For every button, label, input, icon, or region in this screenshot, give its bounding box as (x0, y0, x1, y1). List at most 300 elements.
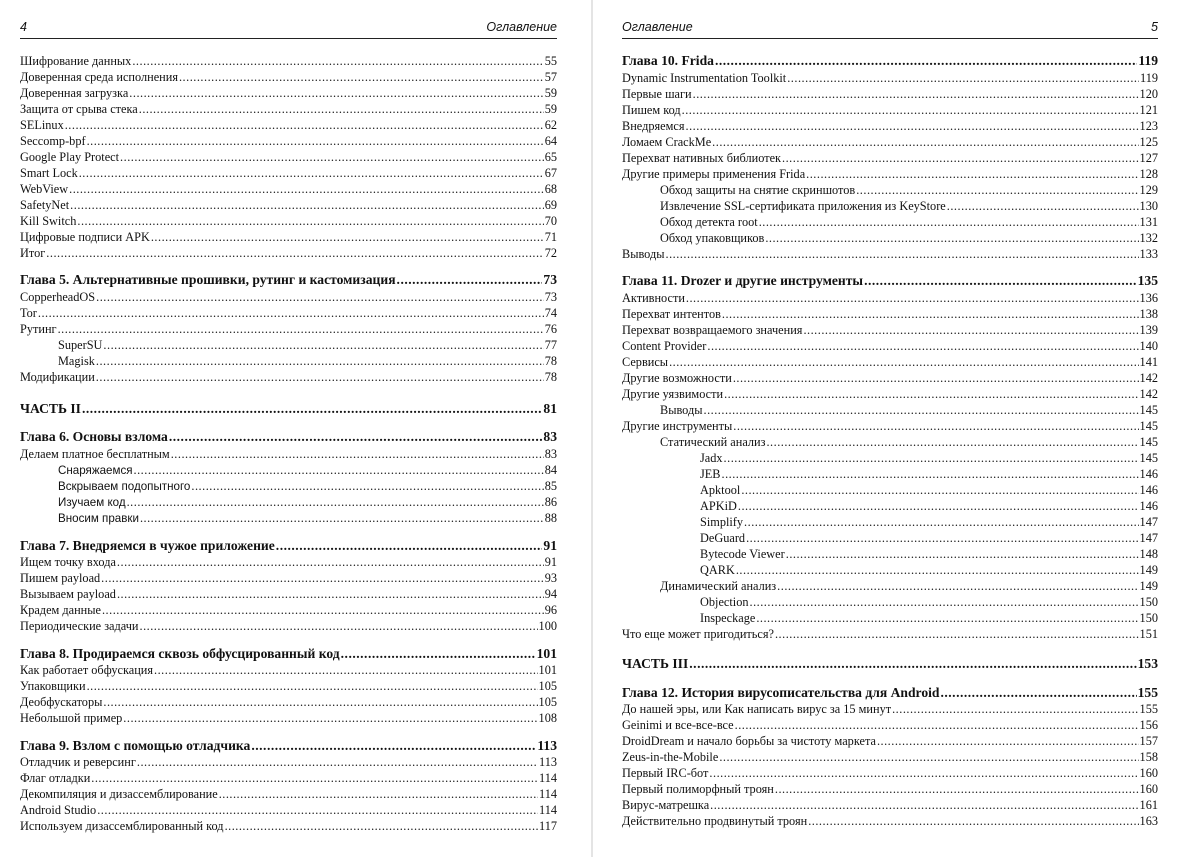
toc-entry (622, 86, 1158, 102)
toc-entry-title: Глава 6. Основы взлома (20, 429, 168, 444)
toc-entry-title: Magisk (58, 354, 95, 368)
toc-entry (20, 165, 557, 181)
dot-leader (686, 118, 1139, 134)
toc-entry-title: Делаем платное бесплатным (20, 447, 170, 461)
toc-entry (622, 214, 1158, 230)
toc-entry (20, 754, 557, 770)
toc-heading (20, 738, 557, 754)
toc-entry-page: 81 (543, 401, 557, 416)
toc-entry-title: Выводы (660, 403, 703, 417)
dot-leader (735, 717, 1139, 733)
toc-entry-page: 91 (543, 538, 557, 553)
dot-leader (775, 626, 1139, 642)
toc-entry (622, 434, 1158, 450)
toc-entry-title: APKiD (700, 499, 737, 513)
toc-entry-page: 78 (544, 370, 557, 384)
toc-entry-title: Извлечение SSL-сертификата приложения из KeyStore (660, 199, 946, 213)
dot-leader (91, 770, 538, 786)
toc-entry-page: 113 (537, 738, 557, 753)
toc-entry (20, 570, 557, 586)
dot-leader (179, 69, 544, 85)
toc-entry-title: Сервисы (622, 355, 669, 369)
dot-leader (709, 765, 1138, 781)
toc-entry (20, 149, 557, 165)
toc-heading (20, 272, 557, 288)
toc-entry-title: DeGuard (700, 531, 746, 545)
toc-entry (20, 618, 557, 634)
dot-leader (759, 214, 1139, 230)
toc-entry (622, 182, 1158, 198)
toc-entry (622, 765, 1158, 781)
dot-leader (397, 272, 543, 288)
dot-leader (733, 370, 1139, 386)
dot-leader (782, 150, 1139, 166)
toc-entry (622, 322, 1158, 338)
toc-entry-title: Отладчик и реверсинг (20, 755, 136, 769)
toc-entry-title: Доверенная среда исполнения (20, 70, 178, 84)
toc-entry (622, 290, 1158, 306)
toc-entry-title: Google Play Protect (20, 150, 120, 164)
toc-entry-page: 114 (539, 787, 557, 801)
toc-entry-page: 117 (539, 819, 557, 833)
toc-entry-title: Geinimi и все-все-все (622, 718, 734, 732)
toc-entry-page: 83 (543, 429, 557, 444)
toc-entry-page: 142 (1139, 387, 1158, 401)
toc-entry-page: 141 (1139, 355, 1158, 369)
toc-entry-title: Шифрование данных (20, 54, 132, 68)
dot-leader (69, 181, 544, 197)
toc-entry-page: 68 (544, 182, 557, 196)
page-header (20, 20, 557, 36)
toc-entry-page: 132 (1139, 231, 1158, 245)
dot-leader (79, 165, 544, 181)
toc-entry-page: 88 (544, 511, 557, 525)
dot-leader (744, 514, 1139, 530)
dot-leader (58, 321, 544, 337)
toc-entry-page: 114 (539, 803, 557, 817)
toc-entry-title: Jadx (700, 451, 723, 465)
toc-entry-title: Objection (700, 595, 749, 609)
toc-entry (20, 602, 557, 618)
toc-entry (20, 337, 557, 353)
toc-entry (622, 546, 1158, 562)
toc-entry-title: Apktool (700, 483, 741, 497)
dot-leader (864, 273, 1137, 289)
toc-entry-page: 78 (544, 354, 557, 368)
toc-entry-page: 119 (1138, 53, 1158, 68)
toc-entry-title: Первый IRC-бот (622, 766, 709, 780)
toc-entry (20, 213, 557, 229)
dot-leader (117, 554, 544, 570)
dot-leader (806, 166, 1138, 182)
toc-heading (20, 646, 557, 662)
toc-entry-page: 148 (1139, 547, 1158, 561)
dot-leader (140, 618, 538, 634)
dot-leader (127, 494, 544, 510)
toc-heading (622, 656, 1158, 672)
toc-entry-page: 93 (544, 571, 557, 585)
dot-leader (151, 229, 544, 245)
toc-entry-title: Цифровые подписи APK (20, 230, 150, 244)
toc-entry-page: 155 (1139, 702, 1158, 716)
toc-entry (20, 802, 557, 818)
toc-entry-page: 100 (538, 619, 557, 633)
dot-leader (733, 418, 1138, 434)
toc-entry-page: 151 (1139, 627, 1158, 641)
toc-entry-page: 119 (1140, 71, 1158, 85)
toc-entry (622, 166, 1158, 182)
toc-entry-title: Kill Switch (20, 214, 77, 228)
dot-leader (738, 498, 1139, 514)
dot-leader (719, 749, 1138, 765)
toc-entry-page: 147 (1139, 515, 1158, 529)
toc-entry-page: 76 (544, 322, 557, 336)
toc-entry-title: ЧАСТЬ III (622, 656, 689, 671)
toc-entry-title: Используем дизассемблированный код (20, 819, 224, 833)
toc-entry-title: Вирус-матрешка (622, 798, 710, 812)
dot-leader (87, 678, 538, 694)
dot-leader (722, 466, 1139, 482)
toc-entry-title: Обход защиты на снятие скриншотов (660, 183, 856, 197)
toc-entry-title: Защита от срыва стека (20, 102, 138, 116)
toc-entry (622, 813, 1158, 829)
toc-heading (622, 53, 1158, 69)
toc-entry (20, 229, 557, 245)
toc-entry (20, 818, 557, 834)
toc-entry-page: 125 (1139, 135, 1158, 149)
toc-entry (20, 69, 557, 85)
dot-leader (775, 781, 1139, 797)
dot-leader (87, 133, 544, 149)
toc-entry-title: Перехват интентов (622, 307, 721, 321)
toc-entry (622, 717, 1158, 733)
dot-leader (712, 134, 1138, 150)
toc-entry-page: 138 (1139, 307, 1158, 321)
toc-entry (20, 369, 557, 385)
toc-entry-page: 142 (1139, 371, 1158, 385)
dot-leader (856, 182, 1138, 198)
toc-entry (622, 781, 1158, 797)
toc-entry (622, 246, 1158, 262)
toc-entry-page: 129 (1139, 183, 1158, 197)
dot-leader (96, 353, 544, 369)
toc-entry-title: Ломаем CrackMe (622, 135, 712, 149)
dot-leader (251, 738, 536, 754)
toc-entry-title: Декомпиляция и дизассемблирование (20, 787, 218, 801)
toc-entry (20, 770, 557, 786)
toc-entry (20, 446, 557, 462)
toc-entry-title: Динамический анализ (660, 579, 777, 593)
toc-entry (20, 662, 557, 678)
toc-entry-title: Внедряемся (622, 119, 685, 133)
toc-entry-title: Небольшой пример (20, 711, 123, 725)
toc-entry-page: 140 (1139, 339, 1158, 353)
toc-entry-page: 156 (1139, 718, 1158, 732)
toc-entry-page: 150 (1139, 595, 1158, 609)
dot-leader (154, 662, 538, 678)
toc-entry-title: Периодические задачи (20, 619, 139, 633)
toc-entry (20, 710, 557, 726)
dot-leader (129, 85, 543, 101)
toc-entry-title: Content Provider (622, 339, 707, 353)
toc-entry-page: 163 (1139, 814, 1158, 828)
toc-entry (622, 498, 1158, 514)
toc-entry (622, 594, 1158, 610)
dot-leader (724, 386, 1138, 402)
toc-entry-title: SELinux (20, 118, 64, 132)
toc-entry (20, 197, 557, 213)
toc-entry-page: 135 (1137, 273, 1158, 288)
running-title: Оглавление (622, 20, 693, 34)
toc-entry-page: 101 (538, 663, 557, 677)
dot-leader (139, 101, 544, 117)
toc-entry-page: 131 (1139, 215, 1158, 229)
dot-leader (96, 369, 544, 385)
toc-entry-page: 62 (544, 118, 557, 132)
toc-entry (20, 462, 557, 478)
toc-entry-title: Изучаем код (58, 496, 126, 509)
toc-entry-title: Глава 9. Взлом с помощью отладчика (20, 738, 251, 753)
dot-leader (97, 802, 538, 818)
toc-entry-page: 77 (544, 338, 557, 352)
dot-leader (669, 354, 1138, 370)
dot-leader (38, 305, 544, 321)
toc-entry (622, 370, 1158, 386)
toc-entry-title: Перехват возвращаемого значения (622, 323, 803, 337)
toc-entry-title: Пишем код (622, 103, 681, 117)
dot-leader (103, 337, 543, 353)
toc-entry-title: Флаг отладки (20, 771, 91, 785)
toc-entry-title: Глава 5. Альтернативные прошивки, рутинг и кастомизация (20, 272, 396, 287)
toc-entry-page: 155 (1137, 685, 1158, 700)
toc-entry-title: Другие возможности (622, 371, 732, 385)
toc-entry-title: ЧАСТЬ II (20, 401, 81, 416)
toc-entry-title: Деобфускаторы (20, 695, 103, 709)
toc-entry-page: 136 (1139, 291, 1158, 305)
toc-entry-title: Ищем точку входа (20, 555, 116, 569)
toc-entry-title: QARK (700, 563, 735, 577)
toc-entry (20, 53, 557, 69)
toc-entry-page: 64 (544, 134, 557, 148)
dot-leader (169, 429, 543, 445)
toc-entry-page: 67 (544, 166, 557, 180)
toc-entry-title: Выводы (622, 247, 665, 261)
dot-leader (808, 813, 1138, 829)
toc-entry (20, 694, 557, 710)
toc-entry-page: 121 (1139, 103, 1158, 117)
toc-entry (20, 478, 557, 494)
toc-entry (622, 797, 1158, 813)
dot-leader (766, 434, 1138, 450)
toc-entry (622, 134, 1158, 150)
toc-entry-page: 146 (1139, 467, 1158, 481)
dot-leader (741, 482, 1138, 498)
toc-entry (622, 610, 1158, 626)
header-rule (622, 38, 1158, 39)
toc-entry-title: Inspeckage (700, 611, 756, 625)
toc-entry-title: Tor (20, 306, 37, 320)
dot-leader (756, 610, 1138, 626)
dot-leader (666, 246, 1139, 262)
toc-entry (622, 562, 1158, 578)
toc-entry (20, 101, 557, 117)
toc-entry-title: Первые шаги (622, 87, 692, 101)
toc-entry-page: 57 (544, 70, 557, 84)
page-header (622, 20, 1158, 36)
dot-leader (120, 149, 544, 165)
toc-entry-page: 120 (1139, 87, 1158, 101)
dot-leader (803, 322, 1138, 338)
right-page (596, 0, 1188, 857)
toc-entry-title: Глава 10. Frida (622, 53, 714, 68)
toc-entry (20, 117, 557, 133)
toc-entry-page: 72 (544, 246, 557, 260)
toc-entry-page: 59 (544, 102, 557, 116)
toc-entry (622, 626, 1158, 642)
toc-entry-page: 145 (1139, 451, 1158, 465)
toc-entry (622, 386, 1158, 402)
toc-entry (622, 198, 1158, 214)
dot-leader (786, 546, 1139, 562)
toc-entry-page: 146 (1139, 483, 1158, 497)
toc-entry-title: Статический анализ (660, 435, 766, 449)
toc-entry-title: CopperheadOS (20, 290, 96, 304)
dot-leader (746, 530, 1138, 546)
dot-leader (722, 306, 1139, 322)
toc-entry (622, 578, 1158, 594)
toc-heading (20, 538, 557, 554)
toc-entry (20, 133, 557, 149)
toc-entry-title: Обход упаковщиков (660, 231, 765, 245)
dot-leader (77, 213, 543, 229)
toc-entry-title: Активности (622, 291, 685, 305)
dot-leader (46, 245, 543, 261)
toc-entry-page: 105 (538, 695, 557, 709)
toc-entry-title: Глава 7. Внедряемся в чужое приложение (20, 538, 275, 553)
toc-entry (20, 786, 557, 802)
toc-entry-page: 150 (1139, 611, 1158, 625)
toc-entry-title: Пишем payload (20, 571, 101, 585)
toc-entry-title: WebView (20, 182, 69, 196)
toc-entry-title: Действительно продвинутый троян (622, 814, 808, 828)
header-rule (20, 38, 557, 39)
table-of-contents (20, 52, 557, 842)
dot-leader (140, 510, 544, 526)
dot-leader (225, 818, 538, 834)
toc-entry-page: 73 (543, 272, 557, 287)
dot-leader (276, 538, 543, 554)
dot-leader (102, 602, 544, 618)
toc-entry-page: 101 (536, 646, 557, 661)
toc-entry (622, 102, 1158, 118)
toc-entry-page: 86 (544, 495, 557, 509)
toc-entry-page: 85 (544, 479, 557, 493)
toc-entry-page: 160 (1139, 782, 1158, 796)
toc-entry (20, 510, 557, 526)
dot-leader (707, 338, 1138, 354)
toc-heading (20, 429, 557, 445)
toc-entry-page: 160 (1139, 766, 1158, 780)
dot-leader (787, 70, 1139, 86)
toc-entry (20, 85, 557, 101)
toc-entry (622, 514, 1158, 530)
dot-leader (940, 685, 1136, 701)
toc-entry-page: 70 (544, 214, 557, 228)
toc-entry (622, 354, 1158, 370)
toc-entry-page: 133 (1139, 247, 1158, 261)
toc-entry-page: 127 (1139, 151, 1158, 165)
dot-leader (134, 462, 544, 478)
toc-entry-page: 84 (544, 463, 557, 477)
toc-heading (20, 401, 557, 417)
dot-leader (101, 570, 544, 586)
toc-entry (20, 245, 557, 261)
dot-leader (877, 733, 1139, 749)
toc-entry-page: 153 (1137, 656, 1158, 671)
toc-entry-title: SafetyNet (20, 198, 70, 212)
toc-entry-title: Android Studio (20, 803, 97, 817)
page-number: 4 (20, 20, 27, 34)
running-title: Оглавление (486, 20, 557, 34)
toc-entry-title: Smart Lock (20, 166, 78, 180)
toc-entry-title: Глава 8. Продираемся сквозь обфусцированный код (20, 646, 340, 661)
toc-entry-title: Zeus-in-the-Mobile (622, 750, 719, 764)
dot-leader (96, 289, 544, 305)
toc-entry-title: Другие примеры применения Frida (622, 167, 806, 181)
toc-entry-title: Seccomp-bpf (20, 134, 86, 148)
toc-entry (20, 353, 557, 369)
toc-entry (622, 749, 1158, 765)
dot-leader (341, 646, 536, 662)
toc-entry-title: Итог (20, 246, 46, 260)
dot-leader (689, 656, 1136, 672)
toc-entry-page: 130 (1139, 199, 1158, 213)
toc-entry (20, 586, 557, 602)
dot-leader (117, 586, 544, 602)
toc-entry (622, 530, 1158, 546)
toc-entry-title: Доверенная загрузка (20, 86, 129, 100)
toc-entry-page: 74 (544, 306, 557, 320)
toc-entry (20, 181, 557, 197)
toc-entry (622, 450, 1158, 466)
toc-entry-title: Другие уязвимости (622, 387, 724, 401)
toc-entry (20, 494, 557, 510)
table-of-contents (622, 52, 1158, 842)
toc-entry-page: 96 (544, 603, 557, 617)
dot-leader (103, 694, 537, 710)
toc-entry-page: 114 (539, 771, 557, 785)
toc-entry (20, 554, 557, 570)
toc-entry-page: 59 (544, 86, 557, 100)
toc-entry-title: Модификации (20, 370, 95, 384)
page-gutter (591, 0, 593, 857)
toc-entry (622, 701, 1158, 717)
toc-entry (622, 118, 1158, 134)
toc-entry-title: Вызываем payload (20, 587, 116, 601)
dot-leader (736, 562, 1139, 578)
toc-entry-page: 146 (1139, 499, 1158, 513)
dot-leader (750, 594, 1139, 610)
toc-entry-page: 147 (1139, 531, 1158, 545)
toc-entry-page: 94 (544, 587, 557, 601)
toc-entry (622, 482, 1158, 498)
toc-entry-title: Глава 11. Drozer и другие инструменты (622, 273, 864, 288)
toc-entry-title: Вскрываем подопытного (58, 480, 191, 493)
toc-entry-title: Simplify (700, 515, 744, 529)
dot-leader (710, 797, 1138, 813)
left-page (0, 0, 592, 857)
toc-heading (622, 685, 1158, 701)
